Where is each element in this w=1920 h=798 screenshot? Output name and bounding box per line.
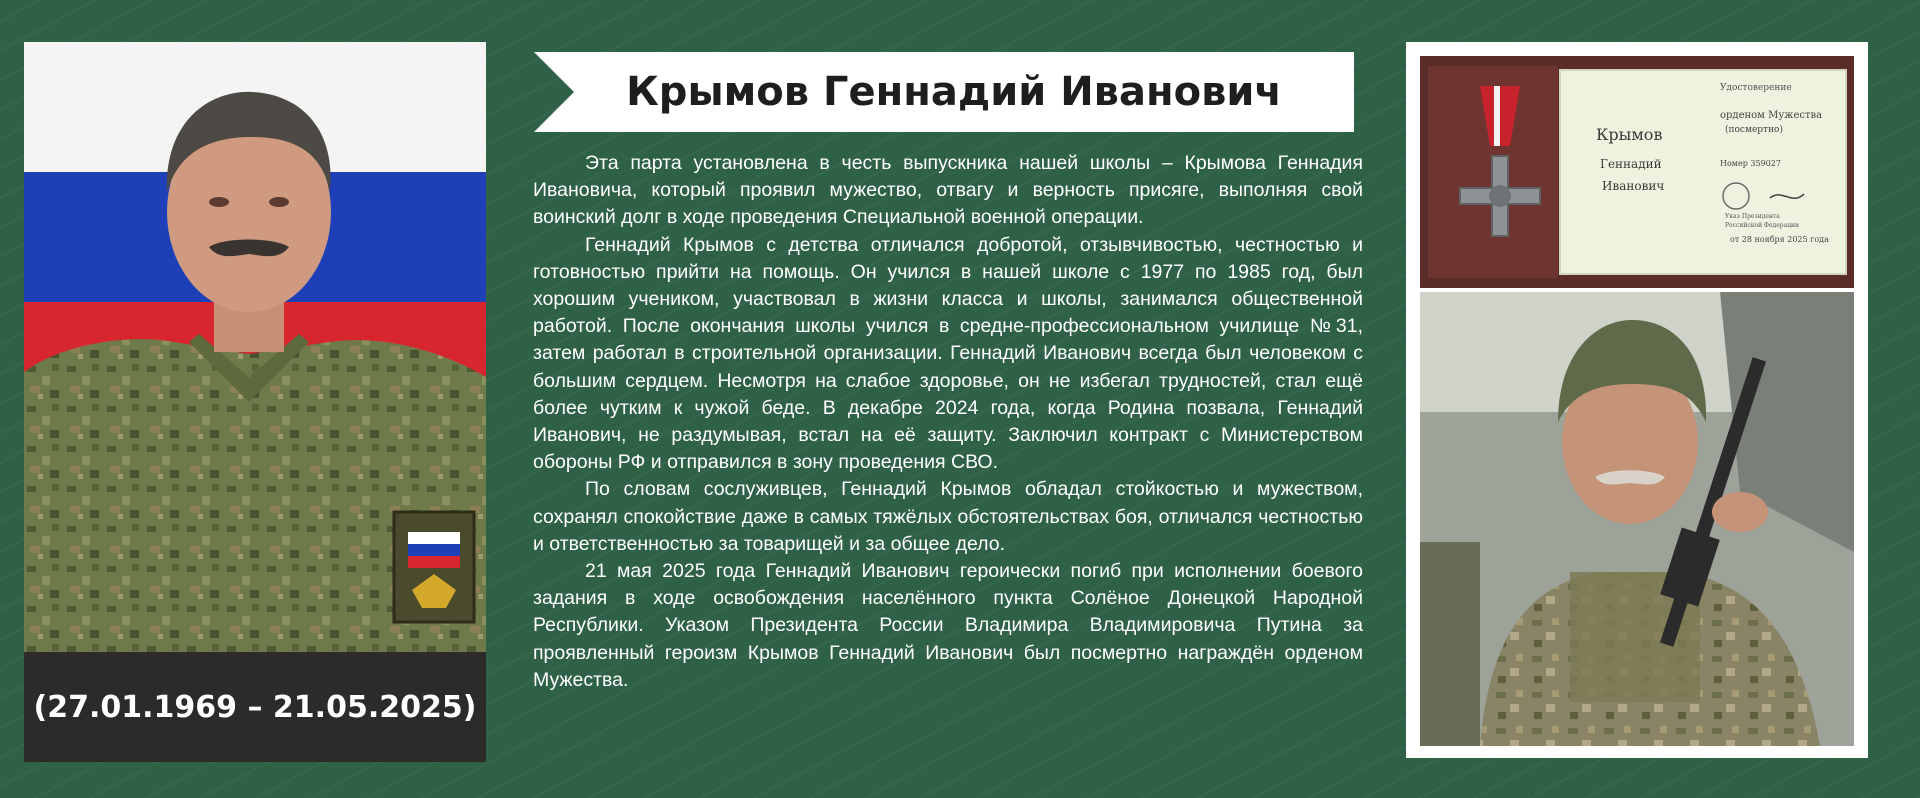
cert-posthumous: (посмертно) [1725,125,1783,135]
cert-order: орденом Мужества [1720,110,1823,121]
portrait-photo [24,42,486,652]
hero-name: Крымов Геннадий Иванович [626,69,1282,115]
name-banner [534,52,1354,132]
award-photo [1420,56,1854,288]
cert-patronymic: Иванович [1602,179,1665,193]
soldier-photo [1420,292,1854,746]
cert-header: Удостоверение [1720,83,1792,93]
bio-paragraph: Геннадий Крымов с детства отличался добротой, отзывчивостью, честностью и готовностью прийти на помощь. Он учился в нашей школе с 1977 по 1985 год, был хорошим учеником, участвовал в жизни класса и школы, занимался общественной работой. После окончания школы учился в средне-профессиональном училище №31, затем работал в строительной организации. Геннадий Иванович всегда был человеком с большим сердцем. Несмотря на слабое здоровье, он не избегал трудностей, стал ещё более чутким к чужой беде. В декабре 2024 года, когда Родина позвала, Геннадий Иванович, не раздумывая, встал на её защиту. Заключил контракт с Министерством обороны РФ и отправился в зону проведения СВО. [533,233,1363,474]
cert-decree-2: Российской Федерации [1725,222,1800,229]
cert-number: Номер 359027 [1720,159,1781,168]
bio-paragraph: Эта парта установлена в честь выпускника нашей школы – Крымова Геннадия Ивановича, который проявил мужество, отвагу и верность присяге, выполняя свой воинский долг в ходе проведения Специальной военной операции. [533,152,1363,229]
biography [533,150,1363,694]
cert-first-name: Геннадий [1600,157,1662,171]
bio-paragraph: По словам сослуживцев, Геннадий Крымов обладал стойкостью и мужеством, сохранял спокойствие даже в самых тяжёлых обстоятельствах боя, отличался честностью и ответственностью за товарищей и за общее дело. [533,478,1363,555]
cert-surname: Крымов [1596,125,1663,144]
life-dates: (27.01.1969 – 21.05.2025) [33,689,477,725]
bio-paragraph: 21 мая 2025 года Геннадий Иванович героически погиб при исполнении боевого задания в ходе освобождения населённого пункта Солёное Донецкой Народной Республики. Указом Президента России Владимира Владимировича Путина за проявленный героизм Крымов Геннадий Иванович был посмертно награждён орденом Мужества. [533,560,1363,691]
cert-date: от 28 ноября 2025 года [1730,235,1829,244]
cert-decree-1: Указ Президента [1725,213,1780,220]
portrait-panel [24,42,486,762]
photos-panel [1406,42,1868,758]
